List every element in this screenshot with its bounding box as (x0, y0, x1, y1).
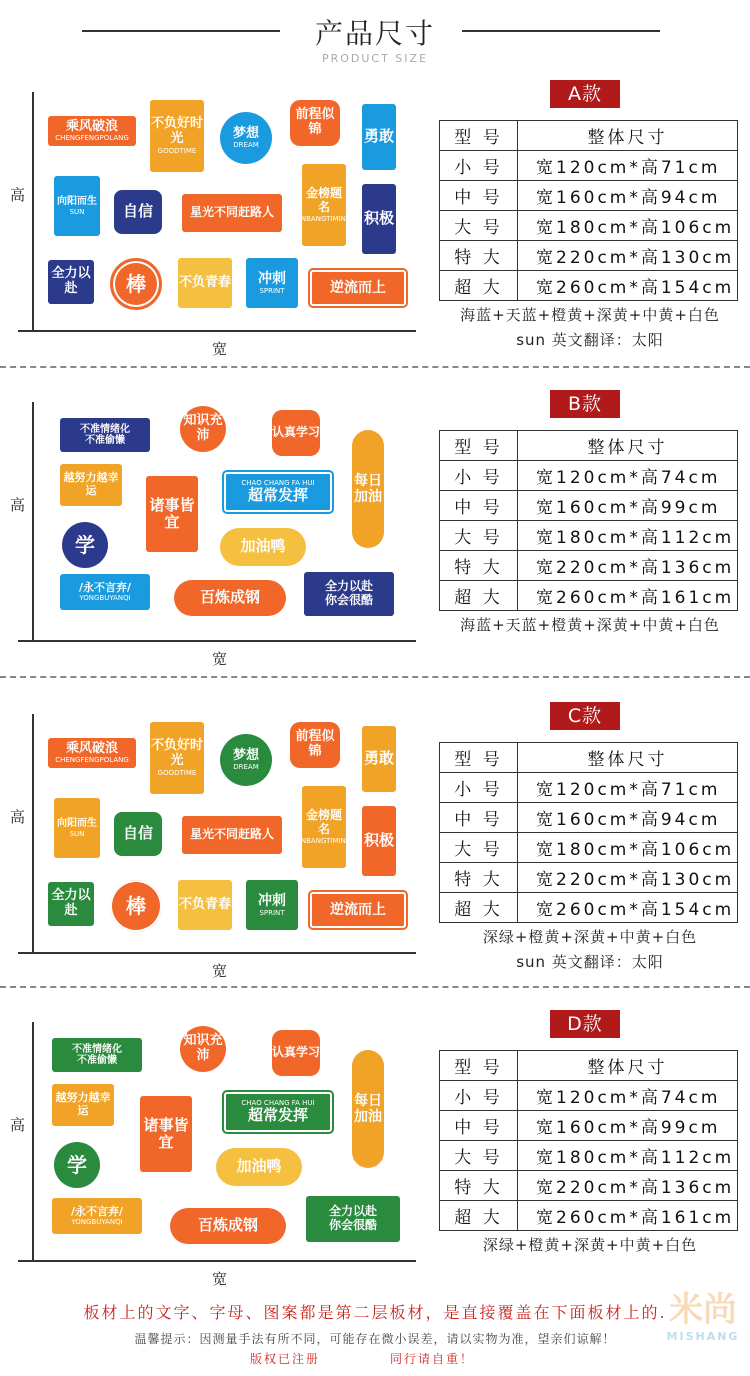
column-header-model: 型 号 (440, 431, 518, 461)
sticker-zhishichongpei: 知识充沛 (180, 406, 226, 452)
design-d-section (0, 1002, 750, 1302)
size-cell: 宽260cm*高154cm (518, 893, 738, 923)
sticker-zixin: 自信 (114, 190, 162, 234)
table-row (440, 241, 738, 271)
table-row (440, 151, 738, 181)
model-cell: 大 号 (440, 521, 518, 551)
height-axis-label: 高 (10, 808, 26, 826)
colors-note-d: 深绿+橙黄+深黄+中黄+白色 (482, 1236, 698, 1254)
section-divider (0, 986, 750, 988)
sticker-quanliyifu: 全力以赴 (48, 260, 94, 304)
size-cell: 宽160cm*高99cm (518, 1111, 738, 1141)
table-row (440, 181, 738, 211)
model-cell: 小 号 (440, 1081, 518, 1111)
colors-note-b: 海蓝+天蓝+橙黄+深黄+中黄+白色 (460, 616, 720, 634)
width-axis-label: 宽 (212, 962, 228, 980)
sticker-xiangyangersheng: 向阳而生 SUN (54, 798, 100, 858)
table-header-row (440, 743, 738, 773)
size-cell: 宽160cm*高99cm (518, 491, 738, 521)
table-row (440, 521, 738, 551)
size-cell: 宽260cm*高161cm (518, 581, 738, 611)
model-cell: 特 大 (440, 1171, 518, 1201)
size-cell: 宽180cm*高106cm (518, 833, 738, 863)
table-row (440, 461, 738, 491)
sticker-bang: 棒 (110, 880, 162, 932)
measurement-tip: 温馨提示：因测量手法有所不同，可能存在微小误差，请以实物为准，望亲们谅解！ (134, 1332, 616, 1346)
model-cell: 大 号 (440, 833, 518, 863)
sticker-jinbangtiming: 金榜题名 JINBANGTIMING (302, 164, 346, 246)
warning-note: 同行请自重！ (390, 1352, 475, 1366)
table-row (440, 211, 738, 241)
size-cell: 宽180cm*高112cm (518, 521, 738, 551)
height-axis (32, 1022, 34, 1262)
sticker-yuenuli: 越努力越幸运 (52, 1084, 114, 1126)
sticker-jiji: 积极 (362, 184, 396, 254)
sticker-qianchengsijin: 前程似锦 (290, 722, 340, 768)
model-cell: 中 号 (440, 181, 518, 211)
height-axis (32, 92, 34, 332)
column-header-model: 型 号 (440, 1051, 518, 1081)
sticker-zixin: 自信 (114, 812, 162, 856)
table-row (440, 1171, 738, 1201)
table-row (440, 1111, 738, 1141)
table-row (440, 491, 738, 521)
table-header-row (440, 1051, 738, 1081)
sticker-bailianchenggang: 百炼成钢 (170, 1208, 286, 1244)
sticker-niliuershang: 逆流而上 (310, 892, 406, 928)
material-note: 板材上的文字、字母、图案都是第二层板材，是直接覆盖在下面板材上的. (83, 1303, 667, 1322)
size-cell: 宽160cm*高94cm (518, 181, 738, 211)
sticker-chengfengpolang: 乘风破浪 CHENGFENGPOLANG (48, 116, 136, 146)
size-cell: 宽220cm*高136cm (518, 1171, 738, 1201)
sticker-quanliyifu: 全力以赴 (48, 882, 94, 926)
model-cell: 小 号 (440, 461, 518, 491)
column-header-size: 整体尺寸 (518, 121, 738, 151)
sticker-yuenuli: 越努力越幸运 (60, 464, 122, 506)
table-row (440, 893, 738, 923)
sticker-sprint: 冲刺 SPRINT (246, 880, 298, 930)
sticker-qianchengsijin: 前程似锦 (290, 100, 340, 146)
size-cell: 宽120cm*高71cm (518, 773, 738, 803)
sticker-chaochangfahui: CHAO CHANG FA HUI 超常发挥 (224, 1092, 332, 1132)
sticker-niliuershang: 逆流而上 (310, 270, 406, 306)
sticker-nihuihenku: 全力以赴 你会很酷 (306, 1196, 400, 1242)
sticker-zhishichongpei: 知识充沛 (180, 1026, 226, 1072)
size-cell: 宽220cm*高130cm (518, 241, 738, 271)
sticker-yongbuyanqi: /永不言弃/ YONGBUYANQI (60, 574, 150, 610)
column-header-size: 整体尺寸 (518, 1051, 738, 1081)
model-cell: 中 号 (440, 803, 518, 833)
sticker-yonggan: 勇敢 (362, 726, 396, 792)
table-header-row (440, 431, 738, 461)
size-cell: 宽120cm*高71cm (518, 151, 738, 181)
table-row (440, 581, 738, 611)
model-cell: 大 号 (440, 1141, 518, 1171)
height-axis-label: 高 (10, 186, 26, 204)
design-c-badge: C款 (550, 702, 620, 730)
sticker-bailianchenggang: 百炼成钢 (174, 580, 286, 616)
table-row (440, 803, 738, 833)
brand-watermark (660, 1290, 746, 1352)
width-axis (18, 330, 416, 332)
size-cell: 宽260cm*高161cm (518, 1201, 738, 1231)
model-cell: 小 号 (440, 773, 518, 803)
height-axis-label: 高 (10, 496, 26, 514)
colors-note-a: 海蓝+天蓝+橙黄+深黄+中黄+白色 (460, 306, 720, 324)
column-header-size: 整体尺寸 (518, 431, 738, 461)
page-header (0, 0, 750, 72)
model-cell: 特 大 (440, 863, 518, 893)
design-a-section (0, 72, 750, 372)
table-row (440, 271, 738, 301)
sticker-jiayouya: 加油鸭 (220, 528, 306, 566)
size-cell: 宽160cm*高94cm (518, 803, 738, 833)
design-a-badge: A款 (550, 80, 620, 108)
height-axis-label: 高 (10, 1116, 26, 1134)
model-cell: 中 号 (440, 491, 518, 521)
sticker-dream: 梦想 DREAM (220, 112, 272, 164)
size-cell: 宽180cm*高106cm (518, 211, 738, 241)
model-cell: 大 号 (440, 211, 518, 241)
design-b-section (0, 382, 750, 682)
column-header-model: 型 号 (440, 743, 518, 773)
sticker-yongbuyanqi: /永不言弃/ YONGBUYANQI (52, 1198, 142, 1234)
column-header-size: 整体尺寸 (518, 743, 738, 773)
table-row (440, 773, 738, 803)
column-header-model: 型 号 (440, 121, 518, 151)
copyright-note: 版权已注册 (250, 1352, 321, 1366)
model-cell: 超 大 (440, 893, 518, 923)
sticker-xue: 学 (62, 522, 108, 568)
sticker-bang: 棒 (110, 258, 162, 310)
width-axis-label: 宽 (212, 650, 228, 668)
size-cell: 宽180cm*高112cm (518, 1141, 738, 1171)
sticker-xingguangbutong: 星光不同赶路人 (182, 194, 282, 232)
watermark-logo-en: MISHANG (666, 1330, 740, 1343)
sticker-xiangyangersheng: 向阳而生 SUN (54, 176, 100, 236)
design-b-badge: B款 (550, 390, 620, 418)
size-cell: 宽260cm*高154cm (518, 271, 738, 301)
sticker-yonggan: 勇敢 (362, 104, 396, 170)
watermark-logo: 米尚 (669, 1290, 737, 1330)
header-rule-right (462, 30, 660, 32)
table-row (440, 551, 738, 581)
sticker-xingguangbutong: 星光不同赶路人 (182, 816, 282, 854)
sticker-chaochangfahui: CHAO CHANG FA HUI 超常发挥 (224, 472, 332, 512)
width-axis-label: 宽 (212, 1270, 228, 1288)
sticker-renzhenxuexi: 认真学习 (272, 410, 320, 456)
sticker-goodtime: 不负好时光 GOODTIME (150, 722, 204, 794)
sticker-nihuihenku: 全力以赴 你会很酷 (304, 572, 394, 616)
sticker-sprint: 冲刺 SPRINT (246, 258, 298, 308)
size-table-c (439, 742, 738, 923)
table-row (440, 1141, 738, 1171)
table-row (440, 1081, 738, 1111)
colors-note-c: 深绿+橙黄+深黄+中黄+白色 (482, 928, 698, 946)
translation-note-a: sun 英文翻译：太阳 (516, 331, 664, 349)
section-divider (0, 366, 750, 368)
sticker-zhushijieyi: 诸事皆宜 (146, 476, 198, 552)
sticker-goodtime: 不负好时光 GOODTIME (150, 100, 204, 172)
table-header-row (440, 121, 738, 151)
sticker-jinbangtiming: 金榜题名 JINBANGTIMING (302, 786, 346, 868)
page-subtitle: PRODUCT SIZE (321, 52, 429, 65)
width-axis (18, 952, 416, 954)
model-cell: 超 大 (440, 1201, 518, 1231)
sticker-jiayouya: 加油鸭 (216, 1148, 302, 1186)
design-c-section (0, 694, 750, 994)
page-title: 产品尺寸 (314, 17, 435, 50)
section-divider (0, 676, 750, 678)
size-cell: 宽220cm*高130cm (518, 863, 738, 893)
model-cell: 小 号 (440, 151, 518, 181)
table-row (440, 1201, 738, 1231)
design-d-badge: D款 (550, 1010, 620, 1038)
model-cell: 超 大 (440, 271, 518, 301)
model-cell: 特 大 (440, 551, 518, 581)
model-cell: 超 大 (440, 581, 518, 611)
translation-note-c: sun 英文翻译：太阳 (516, 953, 664, 971)
width-axis (18, 640, 416, 642)
sticker-renzhenxuexi: 认真学习 (272, 1030, 320, 1076)
size-cell: 宽120cm*高74cm (518, 1081, 738, 1111)
width-axis (18, 1260, 416, 1262)
size-cell: 宽120cm*高74cm (518, 461, 738, 491)
sticker-xue: 学 (54, 1142, 100, 1188)
height-axis (32, 714, 34, 954)
sticker-buzhunqingxuhua: 不准情绪化 不准偷懒 (60, 418, 150, 452)
sticker-chengfengpolang: 乘风破浪 CHENGFENGPOLANG (48, 738, 136, 768)
sticker-buzhunqingxuhua: 不准情绪化 不准偷懒 (52, 1038, 142, 1072)
sticker-zhushijieyi: 诸事皆宜 (140, 1096, 192, 1172)
size-table-b (439, 430, 738, 611)
width-axis-label: 宽 (212, 340, 228, 358)
sticker-jiji: 积极 (362, 806, 396, 876)
sticker-bufuqingchun: 不负青春 (178, 880, 232, 930)
sticker-meirijiayou: 每日加油 (352, 1050, 384, 1168)
height-axis (32, 402, 34, 642)
size-table-d (439, 1050, 738, 1231)
size-cell: 宽220cm*高136cm (518, 551, 738, 581)
sticker-dream: 梦想 DREAM (220, 734, 272, 786)
model-cell: 中 号 (440, 1111, 518, 1141)
size-table-a (439, 120, 738, 301)
sticker-meirijiayou: 每日加油 (352, 430, 384, 548)
model-cell: 特 大 (440, 241, 518, 271)
table-row (440, 863, 738, 893)
table-row (440, 833, 738, 863)
sticker-bufuqingchun: 不负青春 (178, 258, 232, 308)
